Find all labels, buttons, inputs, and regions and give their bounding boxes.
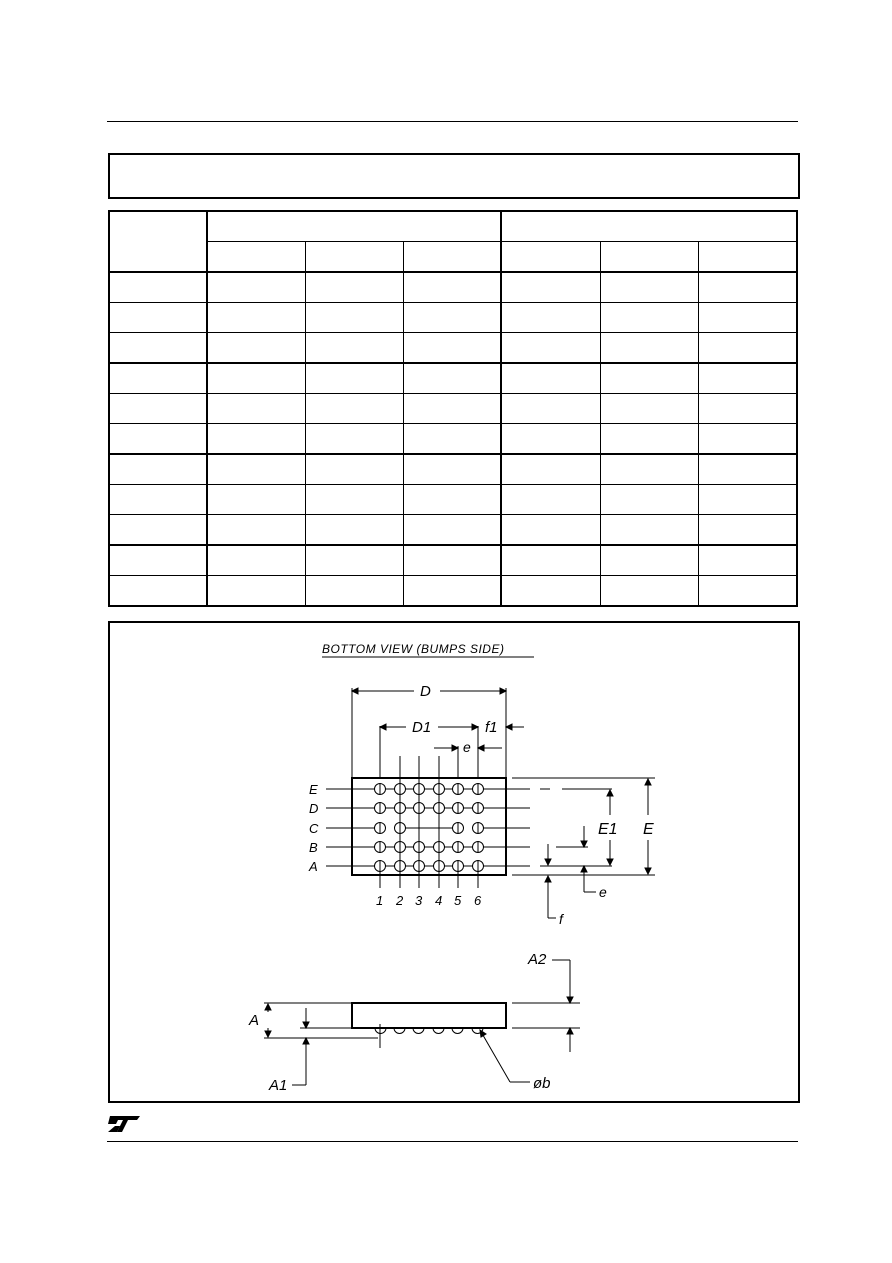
column-label: 5 bbox=[454, 893, 462, 908]
label-e-top: e bbox=[463, 739, 471, 755]
label-A2: A2 bbox=[528, 951, 547, 968]
row-label: A bbox=[309, 859, 318, 874]
view-title: BOTTOM VIEW (BUMPS SIDE) bbox=[322, 642, 505, 656]
row-label: B bbox=[309, 840, 318, 855]
label-A: A bbox=[249, 1012, 260, 1029]
label-E: E bbox=[643, 821, 654, 838]
label-e-right: e bbox=[599, 884, 607, 900]
row-label: E bbox=[309, 782, 318, 797]
row-label: D bbox=[309, 801, 319, 816]
label-D1: D1 bbox=[412, 719, 432, 736]
column-label: 1 bbox=[376, 893, 384, 908]
column-label: 3 bbox=[415, 893, 423, 908]
label-E1: E1 bbox=[598, 821, 618, 838]
column-label: 4 bbox=[435, 893, 443, 908]
label-f: f bbox=[559, 911, 563, 927]
footer-rule bbox=[107, 1141, 798, 1142]
package-body-side bbox=[352, 1003, 506, 1028]
label-A1: A1 bbox=[269, 1077, 288, 1094]
st-logo bbox=[106, 1114, 142, 1134]
label-f1: f1 bbox=[485, 719, 498, 736]
label-b: øb bbox=[533, 1075, 551, 1092]
label-D: D bbox=[420, 683, 431, 700]
column-label: 2 bbox=[396, 893, 404, 908]
row-label: C bbox=[309, 821, 319, 836]
column-label: 6 bbox=[474, 893, 482, 908]
